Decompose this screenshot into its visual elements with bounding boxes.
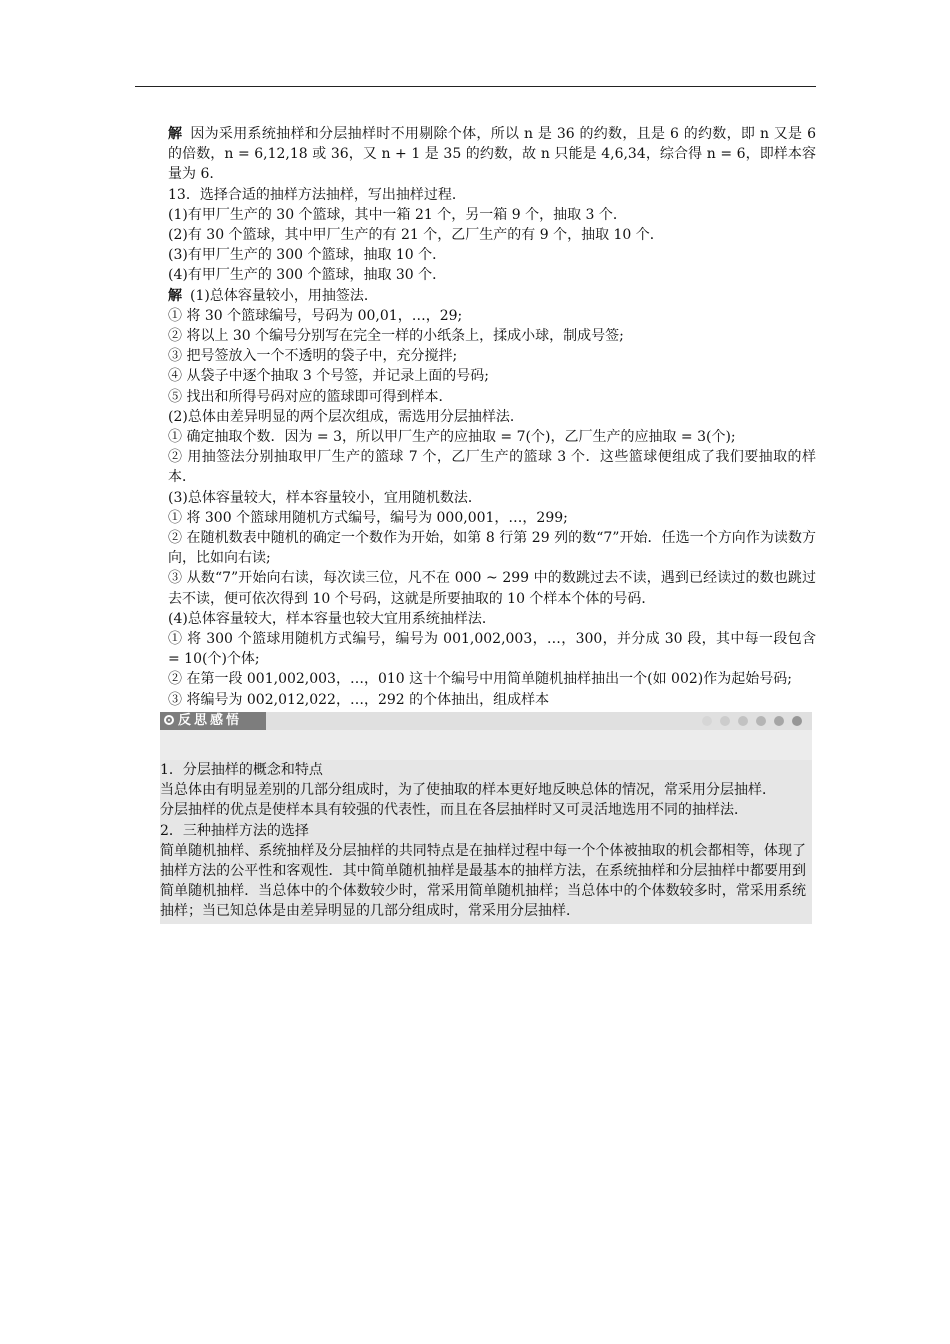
reflection-heading: 1．分层抽样的概念和特点 xyxy=(160,761,323,778)
solution-line: ① 确定抽取个数．因为 = 3，所以甲厂生产的应抽取 = 7(个)，乙厂生产的应抽取 = 3(个); xyxy=(168,429,736,446)
problem-13-item: (2)有 30 个篮球，其中甲厂生产的有 21 个，乙厂生产的有 9 个，抽取 10 个． xyxy=(168,227,664,244)
solution-line: (4)总体容量较大，样本容量也较大宜用系统抽样法． xyxy=(168,610,496,627)
reflection-paragraph: 简单随机抽样、系统抽样及分层抽样的共同特点是在抽样过程中每一个个体被抽取的机会都相等，体现了抽样方法的公平性和客观性．其中简单随机抽样是最基本的抽样方法，在系统抽样和分层抽样中都要用到简单随机抽样．当总体中的个体数较少时，常采用简单随机抽样；当总体中的个体数较多时，常采用系统抽样；当已知总体是由差异明显的几部分组成时，常采用分层抽样． xyxy=(160,842,806,920)
solution-label: 解 xyxy=(168,126,183,142)
solution-line: ③ 把号签放入一个不透明的袋子中，充分搅拌; xyxy=(168,348,458,365)
solution-line: ① 将 300 个篮球用随机方式编号，编号为 000,001，…，299; xyxy=(168,509,568,526)
solution-line: ③ 将编号为 002,012,022，…，292 的个体抽出，组成样本 xyxy=(168,691,550,708)
dot-icon xyxy=(774,716,784,726)
solution-line: ② 在随机数表中随机的确定一个数作为开始，如第 8 行第 29 列的数“7”开始．任选一个方向作为读数方向，比如向右读; xyxy=(168,530,816,567)
paragraph: 因为采用系统抽样和分层抽样时不用剔除个体，所以 n 是 36 的约数，且是 6 的约数，即 n 又是 6 的倍数，n = 6,12,18 或 36，又 n + 1 是 35 的约数，故 n 只能是 4,6,34，综合得 n = 6，即样本容量为 6. xyxy=(168,126,817,183)
page-content xyxy=(160,124,817,924)
problem-13-title: 13．选择合适的抽样方法抽样，写出抽样过程． xyxy=(168,186,466,203)
reflection-paragraph: 当总体由有明显差别的几部分组成时，为了使抽取的样本更好地反映总体的情况，常采用分层抽样． xyxy=(160,782,776,799)
reflection-box xyxy=(160,760,812,924)
paragraph: (1)总体容量较小，用抽签法． xyxy=(190,287,378,304)
dot-icon xyxy=(756,716,766,726)
solution-line: ⑤ 找出和所得号码对应的篮球即可得到样本． xyxy=(168,388,453,405)
solution-line: ① 将 300 个篮球用随机方式编号，编号为 001,002,003，…，300，并分成 30 段，其中每一段包含 = 10(个)个体; xyxy=(168,631,816,668)
problem-13-item: (3)有甲厂生产的 300 个篮球，抽取 10 个． xyxy=(168,247,447,264)
dot-icon xyxy=(738,716,748,726)
reflection-paragraph: 分层抽样的优点是使样本具有较强的代表性，而且在各层抽样时又可灵活地选用不同的抽样法． xyxy=(160,802,748,819)
dot-icon xyxy=(720,716,730,726)
solution-label: 解 xyxy=(168,287,182,304)
reflection-heading: 2．三种抽样方法的选择 xyxy=(160,822,309,839)
dot-icon xyxy=(792,716,802,726)
solution-line: ④ 从袋子中逐个抽取 3 个号签，并记录上面的号码; xyxy=(168,368,489,385)
reflection-section-header xyxy=(160,712,812,760)
header-rule xyxy=(135,86,816,87)
problem-13-item: (1)有甲厂生产的 30 个篮球，其中一箱 21 个，另一箱 9 个，抽取 3 个． xyxy=(168,206,627,223)
solution-line: (3)总体容量较大，样本容量较小，宜用随机数法． xyxy=(168,489,482,506)
solution-line: (2)总体由差异明显的两个层次组成，需选用分层抽样法． xyxy=(168,408,524,425)
solution-13-first xyxy=(168,286,816,306)
solution-line: ② 将以上 30 个编号分别写在完全一样的小纸条上，揉成小球，制成号签; xyxy=(168,328,624,345)
header-stripe xyxy=(266,712,812,730)
solution-12 xyxy=(168,124,816,185)
target-icon xyxy=(164,715,174,725)
solution-line: ③ 从数“7”开始向右读，每次读三位，凡不在 000 ~ 299 中的数跳过去不读，遇到已经读过的数也跳过去不读，便可依次得到 10 个号码，这就是所要抽取的 10 个样本个体的号码． xyxy=(168,570,816,607)
section-title: 反思感悟 xyxy=(178,712,243,728)
decorative-dots xyxy=(702,716,802,726)
problem-13-item: (4)有甲厂生产的 300 个篮球，抽取 30 个． xyxy=(168,267,447,284)
solution-line: ② 在第一段 001,002,003，…，010 这十个编号中用简单随机抽样抽出一个(如 002)作为起始号码; xyxy=(168,671,792,688)
dot-icon xyxy=(702,716,712,726)
solution-line: ② 用抽签法分别抽取甲厂生产的篮球 7 个，乙厂生产的篮球 3 个．这些篮球便组成了我们要抽取的样本． xyxy=(168,449,816,486)
section-tag xyxy=(160,712,266,730)
solution-line: ① 将 30 个篮球编号，号码为 00,01，…，29; xyxy=(168,307,463,324)
